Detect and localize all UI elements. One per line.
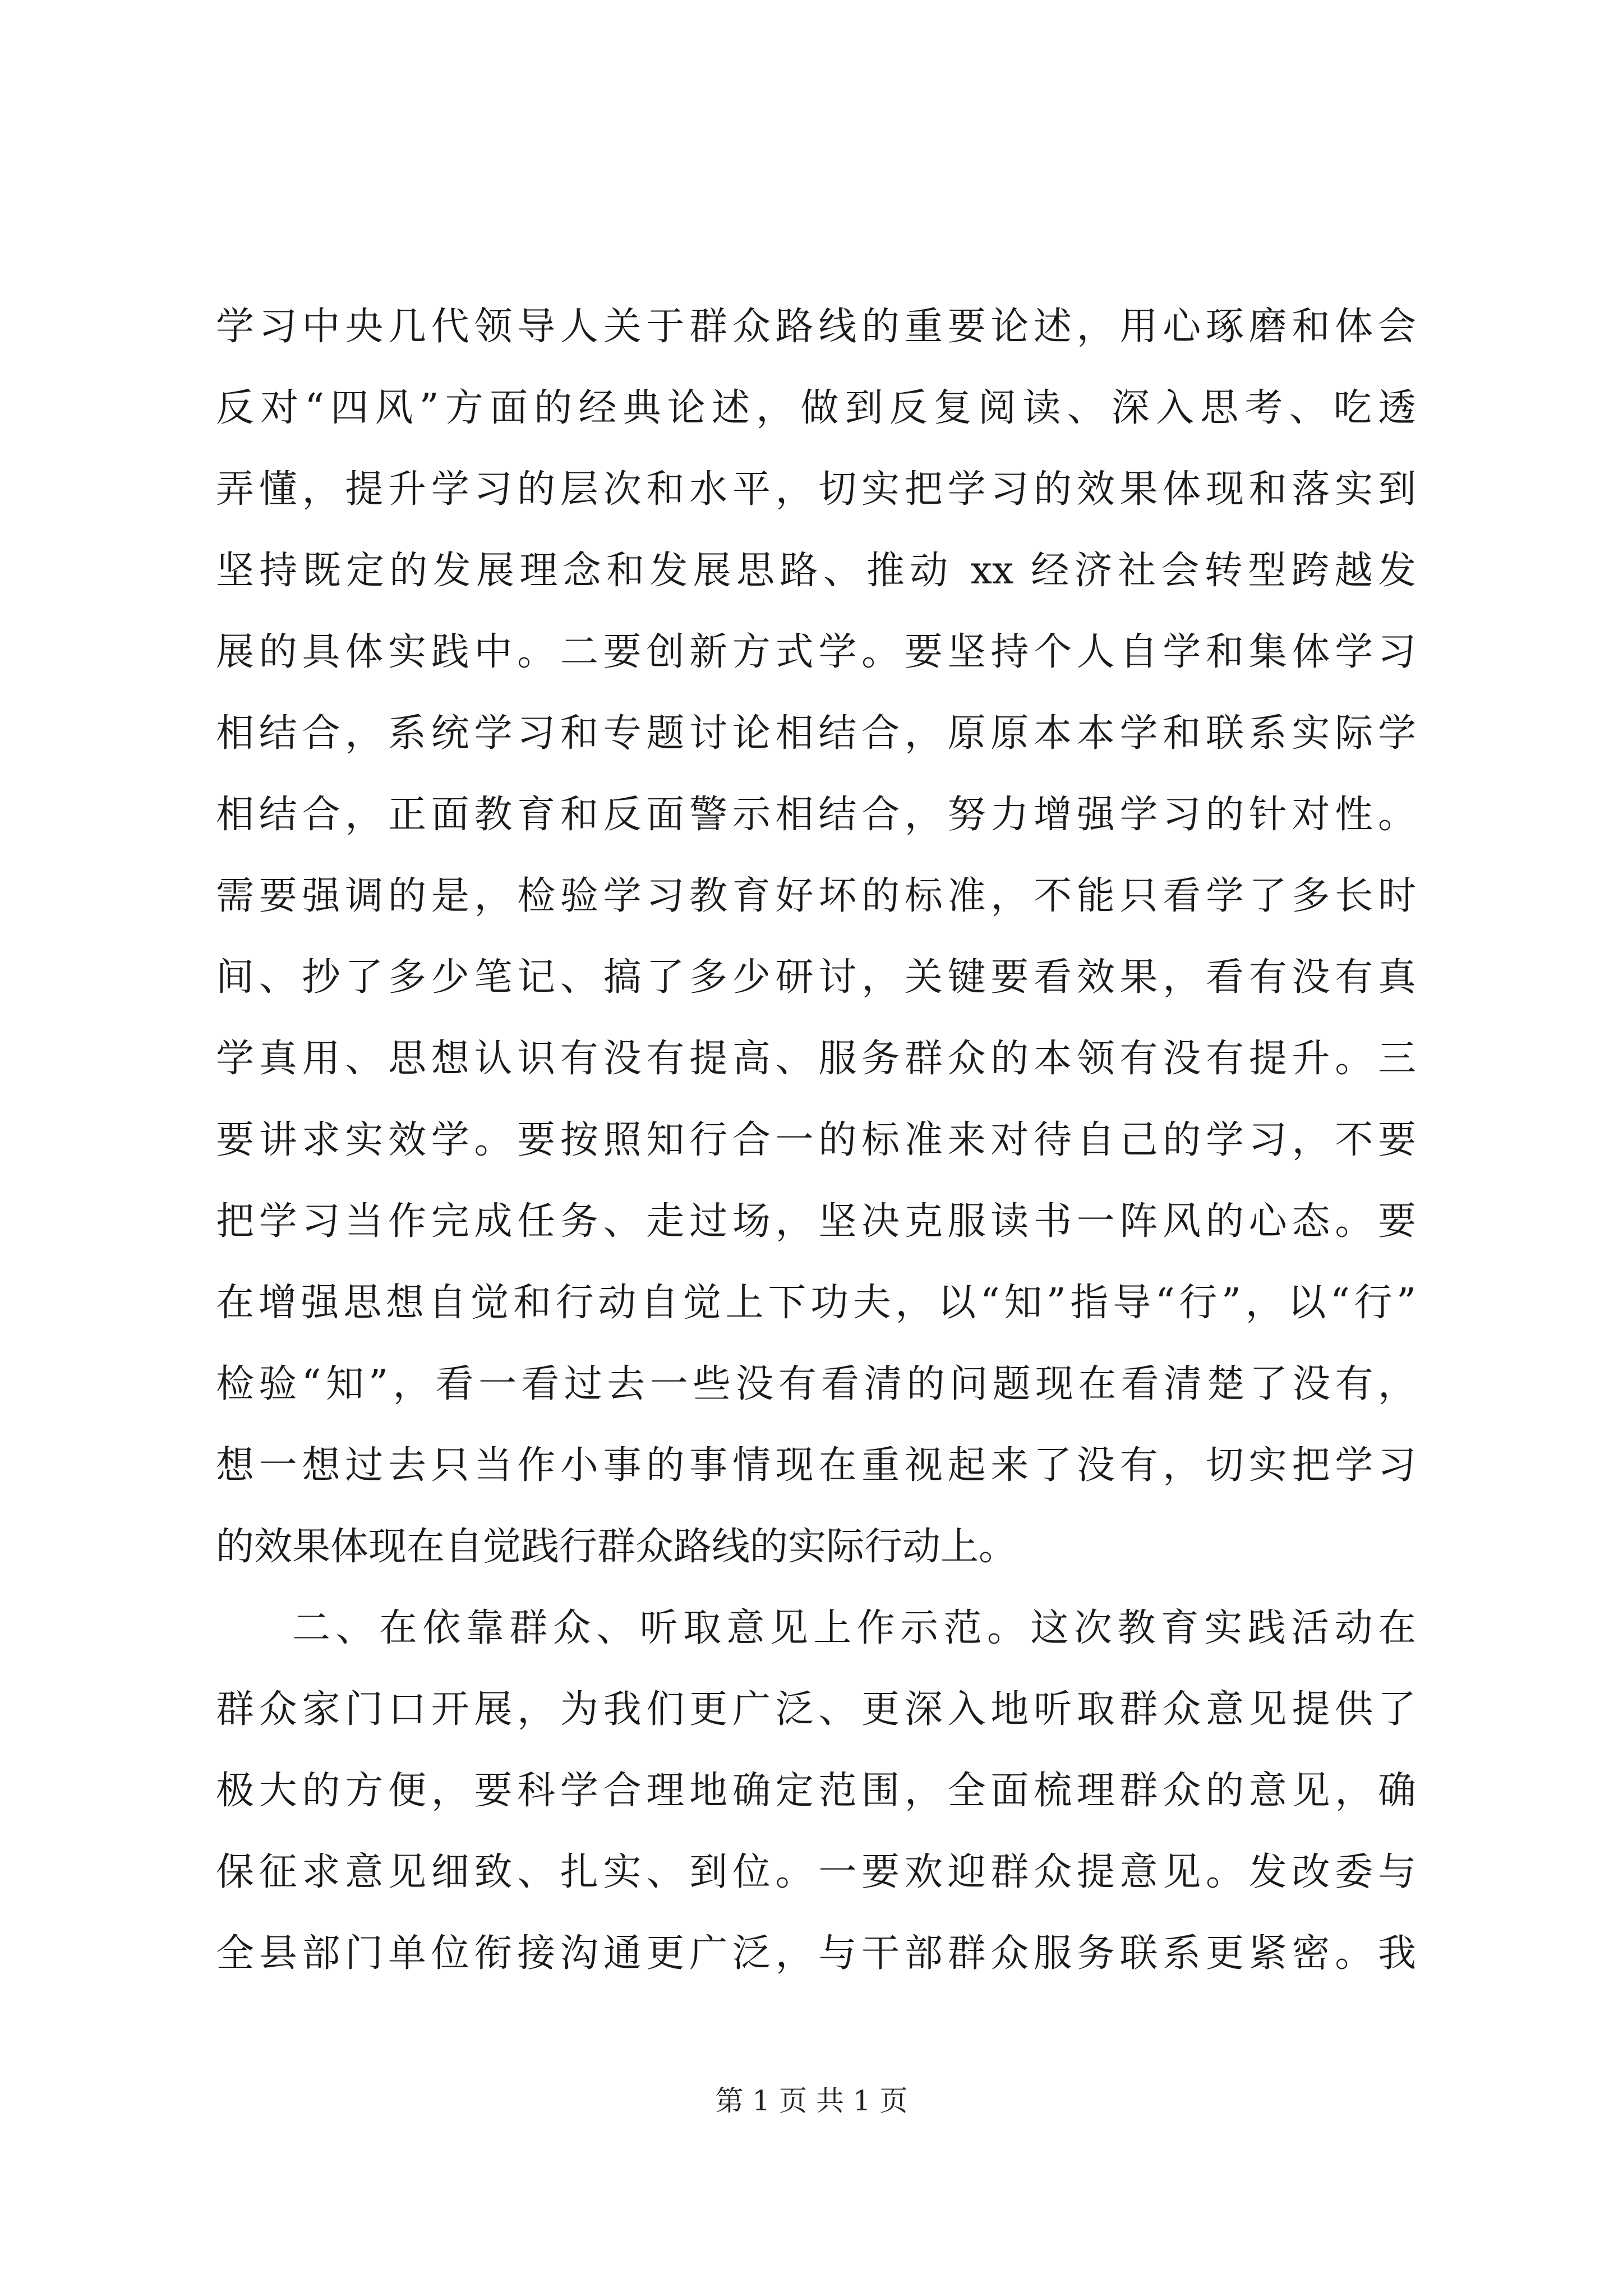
text-line: 相结合，系统学习和专题讨论相结合，原原本本学和联系实际学 xyxy=(216,711,1416,756)
text-line: 展的具体实践中。二要创新方式学。要坚持个人自学和集体学习 xyxy=(216,630,1416,674)
text-line: 反对“四风”方面的经典论述，做到反复阅读、深入思考、吃透 xyxy=(216,386,1416,430)
text-line: 间、抄了多少笔记、搞了多少研讨，关键要看效果，看有没有真 xyxy=(216,955,1416,1000)
text-line: 的效果体现在自觉践行群众路线的实际行动上。 xyxy=(216,1525,1017,1569)
page-number-label: 第 1 页 共 1 页 xyxy=(715,2085,908,2117)
text-line: 极大的方便，要科学合理地确定范围，全面梳理群众的意见，确 xyxy=(216,1769,1416,1813)
text-line: 相结合，正面教育和反面警示相结合，努力增强学习的针对性。 xyxy=(216,793,1416,837)
text-line: 弄懂，提升学习的层次和水平，切实把学习的效果体现和落实到 xyxy=(216,467,1416,512)
text-line: 全县部门单位衔接沟通更广泛，与干部群众服务联系更紧密。我 xyxy=(216,1931,1416,1976)
text-line: 检验“知”，看一看过去一些没有看清的问题现在看清楚了没有， xyxy=(216,1362,1416,1406)
text-line: 群众家门口开展，为我们更广泛、更深入地听取群众意见提供了 xyxy=(216,1687,1416,1732)
text-line: 把学习当作完成任务、走过场，坚决克服读书一阵风的心态。要 xyxy=(216,1199,1416,1244)
text-line: 保征求意见细致、扎实、到位。一要欢迎群众提意见。发改委与 xyxy=(216,1850,1416,1894)
text-line: 要讲求实效学。要按照知行合一的标准来对待自己的学习，不要 xyxy=(216,1118,1416,1162)
text-line: 学习中央几代领导人关于群众路线的重要论述，用心琢磨和体会 xyxy=(216,305,1416,349)
page-footer xyxy=(0,2081,1623,2120)
paragraph-first-line: 二、在依靠群众、听取意见上作示范。这次教育实践活动在 xyxy=(292,1606,1416,1650)
text-line: 学真用、思想认识有没有提高、服务群众的本领有没有提升。三 xyxy=(216,1037,1416,1081)
text-line: 在增强思想自觉和行动自觉上下功夫，以“知”指导“行”，以“行” xyxy=(216,1281,1416,1325)
text-line: 需要强调的是，检验学习教育好坏的标准，不能只看学了多长时 xyxy=(216,874,1416,918)
text-line: 想一想过去只当作小事的事情现在重视起来了没有，切实把学习 xyxy=(216,1443,1416,1488)
text-line: 坚持既定的发展理念和发展思路、推动 xx 经济社会转型跨越发 xyxy=(216,549,1416,593)
body-text xyxy=(216,286,1416,1994)
